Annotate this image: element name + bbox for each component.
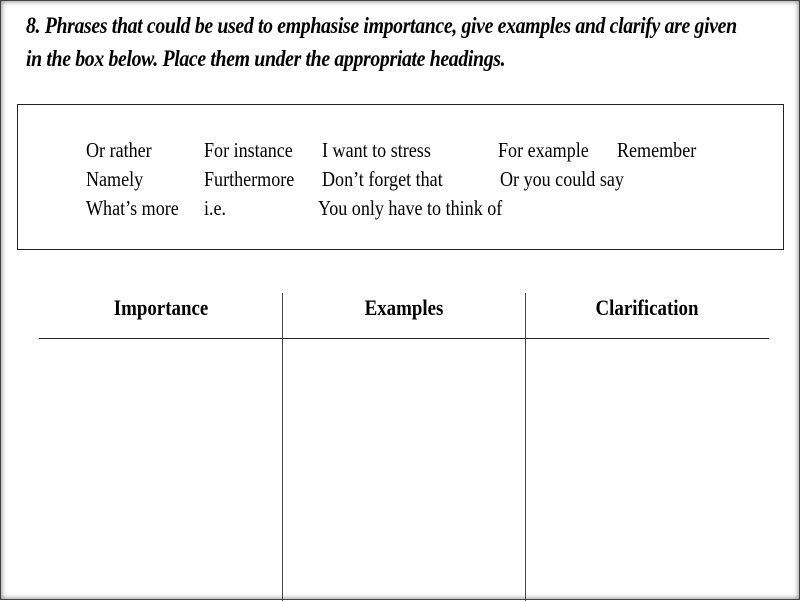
header-divider [39,338,769,339]
phrase-item[interactable]: Namely [86,167,144,191]
column-divider-1 [282,293,283,601]
question-line-1: 8. Phrases that could be used to emphasise importance, give examples and clarify are given [26,13,737,38]
phrase-item[interactable]: i.e. [204,196,227,220]
question-line-2: in the box below. Place them under the appropriate headings. [26,46,506,71]
phrase-item[interactable]: Or you could say [500,167,624,191]
phrase-item[interactable]: For instance [204,138,293,162]
phrase-item[interactable]: For example [498,138,589,162]
phrase-item[interactable]: What’s more [86,196,179,220]
headings-table [39,291,769,601]
phrase-item[interactable]: I want to stress [322,138,431,162]
heading-examples: Examples [364,295,444,320]
question-instructions [26,9,737,75]
heading-importance: Importance [113,295,209,320]
heading-clarification: Clarification [595,295,699,320]
phrase-box [17,104,784,250]
phrase-item[interactable]: Furthermore [204,167,295,191]
column-divider-2 [525,293,526,601]
phrase-item[interactable]: You only have to think of [318,196,503,220]
phrase-item[interactable]: Don’t forget that [322,167,443,191]
phrase-item[interactable]: Or rather [86,138,152,162]
phrase-item[interactable]: Remember [617,138,697,162]
